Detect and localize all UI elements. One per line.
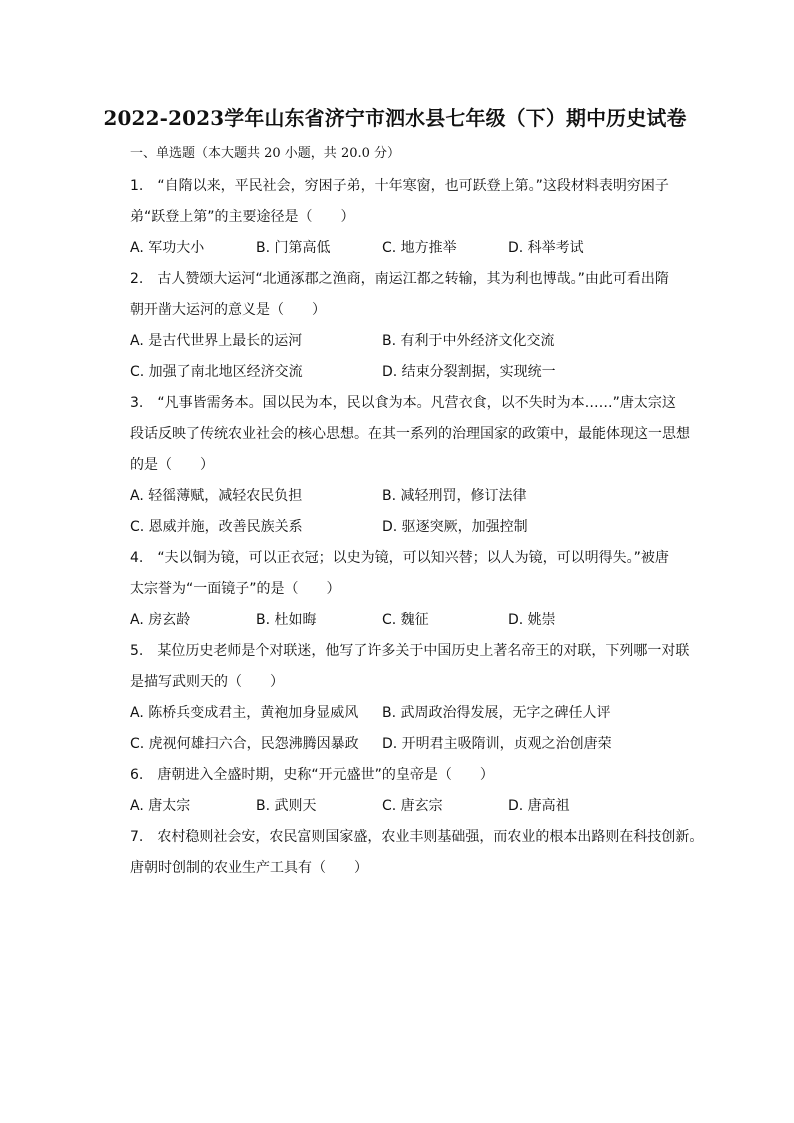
question-4-option-c: C. 魏征 (382, 612, 429, 628)
question-3-option-d: D. 驱逐突厥，加强控制 (382, 519, 528, 535)
question-5-option-b: B. 武周政治得发展，无字之碑任人评 (382, 705, 611, 721)
question-2-option-c: C. 加强了南北地区经济交流 (130, 364, 303, 380)
question-5-option-c: C. 虎视何雄扫六合，民怨沸腾因暴政 (130, 736, 359, 752)
question-3-stem-line-3: 的是（ ） (130, 457, 214, 473)
question-4-stem-line-2: 太宗誉为“一面镜子”的是（ ） (130, 581, 341, 597)
question-6-option-c: C. 唐玄宗 (382, 798, 443, 814)
question-4-option-b: B. 杜如晦 (256, 612, 317, 628)
question-2-stem-line-1: 2. 古人赞颂大运河“北通涿郡之渔商，南运江都之转输，其为利也博哉。”由此可看出隋 (130, 271, 669, 287)
question-1-option-a: A. 军功大小 (130, 240, 205, 256)
question-4-option-d: D. 姚崇 (508, 612, 556, 628)
question-1-option-b: B. 门第高低 (256, 240, 331, 256)
question-5-stem-line-2: 是描写武则天的（ ） (130, 674, 284, 690)
question-6-stem-line-1: 6. 唐朝进入全盛时期，史称“开元盛世”的皇帝是（ ） (130, 767, 494, 783)
question-5-option-a: A. 陈桥兵变成君主，黄袍加身显威风 (130, 705, 359, 721)
question-6-option-a: A. 唐太宗 (130, 798, 191, 814)
question-3-option-b: B. 减轻刑罚，修订法律 (382, 488, 527, 504)
question-1-option-c: C. 地方推举 (382, 240, 457, 256)
question-4-stem-line-1: 4. “夫以铜为镜，可以正衣冠；以史为镜，可以知兴替；以人为镜，可以明得失。”被唐 (130, 550, 669, 566)
question-7-stem-line-1: 7. 农村稳则社会安，农民富则国家盛，农业丰则基础强，而农业的根本出路则在科技创新。 (130, 829, 704, 845)
question-2-option-d: D. 结束分裂割据，实现统一 (382, 364, 556, 380)
question-5-option-d: D. 开明君主吸隋训，贞观之治创唐荣 (382, 736, 612, 752)
question-1-stem-line-2: 弟“跃登上第”的主要途径是（ ） (130, 209, 355, 225)
question-6-option-b: B. 武则天 (256, 798, 317, 814)
question-1-stem-line-1: 1. “自隋以来，平民社会，穷困子弟，十年寒窗，也可跃登上第。”这段材料表明穷困子 (130, 178, 669, 194)
question-2-stem-line-2: 朝开凿大运河的意义是（ ） (130, 302, 326, 318)
question-2-option-b: B. 有利于中外经济文化交流 (382, 333, 555, 349)
exam-title: 2022-2023学年山东省济宁市泗水县七年级（下）期中历史试卷 (103, 106, 687, 130)
question-7-stem-line-2: 唐朝时创制的农业生产工具有（ ） (130, 860, 368, 876)
question-6-option-d: D. 唐高祖 (508, 798, 570, 814)
question-3-option-c: C. 恩威并施，改善民族关系 (130, 519, 303, 535)
question-2-option-a: A. 是古代世界上最长的运河 (130, 333, 303, 349)
question-5-stem-line-1: 5. 某位历史老师是个对联迷，他写了许多关于中国历史上著名帝王的对联，下列哪一对联 (130, 643, 690, 659)
question-3-option-a: A. 轻徭薄赋，减轻农民负担 (130, 488, 303, 504)
question-1-option-d: D. 科举考试 (508, 240, 584, 256)
section-heading: 一、单选题（本大题共 20 小题，共 20.0 分） (130, 146, 401, 161)
question-4-option-a: A. 房玄龄 (130, 612, 191, 628)
question-3-stem-line-1: 3. “凡事皆需务本。国以民为本，民以食为本。凡营衣食，以不失时为本……”唐太宗这 (130, 395, 676, 411)
question-3-stem-line-2: 段话反映了传统农业社会的核心思想。在其一系列的治理国家的政策中，最能体现这一思想 (130, 426, 690, 442)
